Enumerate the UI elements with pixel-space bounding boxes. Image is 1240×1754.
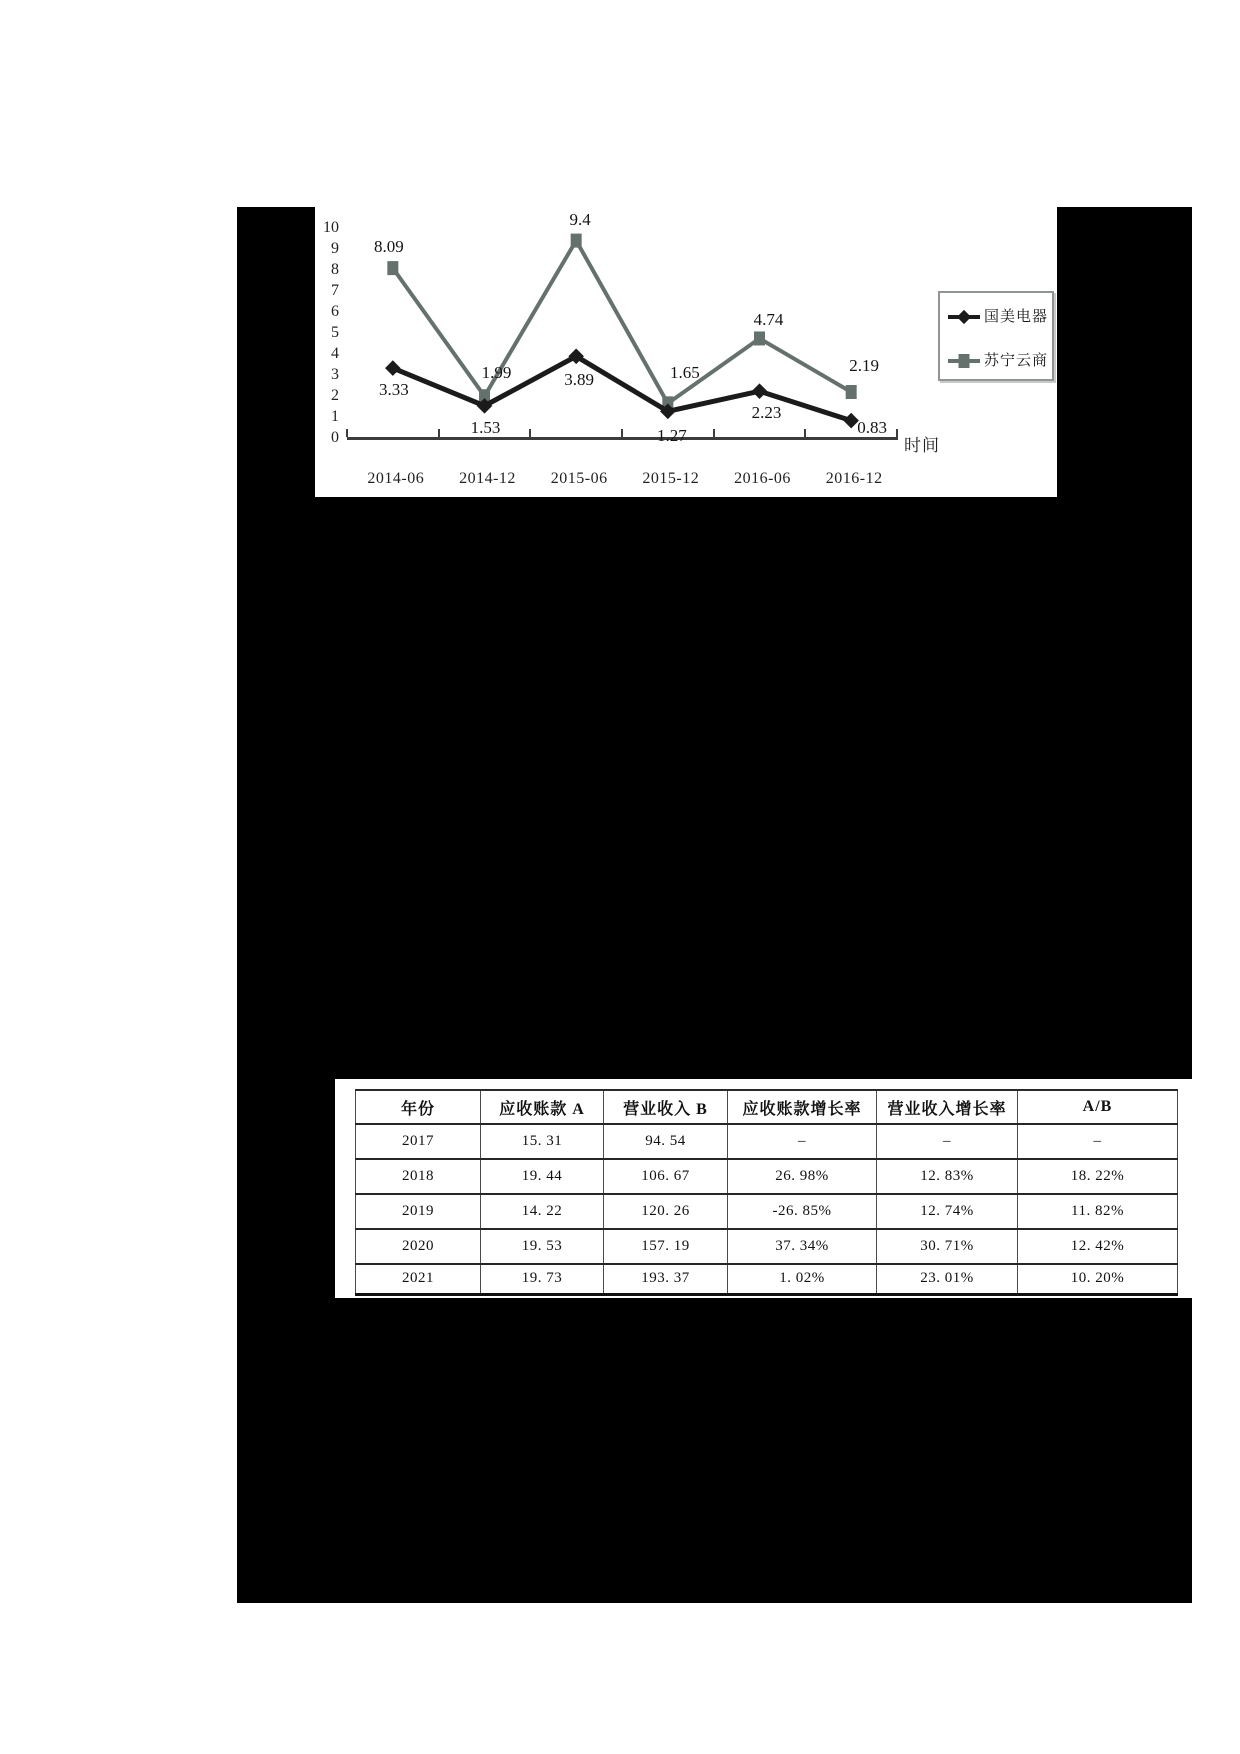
table-value-cell: 12. 42% (1018, 1229, 1178, 1264)
table-value-cell: 10. 20% (1018, 1264, 1178, 1294)
table-row (356, 1124, 1178, 1159)
table-value-cell: -26. 85% (728, 1194, 877, 1229)
table-header-cell: 应收账款增长率 (728, 1090, 877, 1124)
table-value-cell: 26. 98% (728, 1159, 877, 1194)
table-value-cell: 19. 53 (481, 1229, 604, 1264)
table-row (356, 1159, 1178, 1194)
table-header-cell: 年份 (356, 1090, 481, 1124)
diamond-line-marker-icon (948, 307, 980, 327)
data-point-label: 1.65 (669, 363, 700, 383)
table-value-cell: 15. 31 (481, 1124, 604, 1159)
table-value-cell: 94. 54 (604, 1124, 728, 1159)
y-axis-tick-label: 3 (331, 366, 339, 383)
y-axis-tick-label: 7 (331, 282, 339, 299)
data-point-label: 1.53 (470, 417, 501, 437)
x-axis-tick-label: 2014-06 (367, 470, 425, 487)
x-axis-tick-label: 2016-12 (825, 470, 883, 487)
legend-entry-suning (948, 351, 1048, 371)
table-year-cell: 2019 (356, 1194, 481, 1229)
x-axis-tick (621, 429, 623, 437)
data-point-label: 4.74 (753, 310, 784, 330)
legend-entry-guomei (948, 307, 1048, 327)
chart-legend (938, 291, 1054, 381)
y-axis-tick-label: 8 (331, 261, 339, 278)
y-axis-tick-label: 2 (331, 387, 339, 404)
table-value-cell: – (1018, 1124, 1178, 1159)
table-header-cell: A/B (1018, 1090, 1178, 1124)
table-value-cell: 106. 67 (604, 1159, 728, 1194)
table-year-cell: 2021 (356, 1264, 481, 1294)
table-value-cell: 193. 37 (604, 1264, 728, 1294)
x-axis-tick (713, 429, 715, 437)
x-axis-tick (896, 429, 898, 437)
data-point-label: 3.89 (564, 370, 595, 390)
legend-label: 苏宁云商 (984, 353, 1049, 369)
table-value-cell: 157. 19 (604, 1229, 728, 1264)
table-row (356, 1229, 1178, 1264)
data-point-label: 0.83 (857, 417, 888, 437)
square-line-marker-icon (948, 351, 980, 371)
y-axis-tick-label: 9 (331, 240, 339, 257)
y-axis-tick-label: 0 (331, 429, 339, 446)
x-axis-tick (346, 429, 348, 437)
table-header-cell: 营业收入 B (604, 1090, 728, 1124)
y-axis-tick-label: 5 (331, 324, 339, 341)
table-value-cell: 11. 82% (1018, 1194, 1178, 1229)
table-value-cell: – (877, 1124, 1018, 1159)
y-axis-tick-label: 1 (331, 408, 339, 425)
table-value-cell: 12. 74% (877, 1194, 1018, 1229)
data-table-panel (335, 1079, 1192, 1298)
x-axis-tick-label: 2015-12 (642, 470, 700, 487)
y-axis-tick-label: 4 (331, 345, 339, 362)
x-axis-title: 时间 (904, 436, 940, 455)
y-axis-tick-label: 6 (331, 303, 339, 320)
table-value-cell: – (728, 1124, 877, 1159)
table-value-cell: 19. 73 (481, 1264, 604, 1294)
data-point-label: 1.27 (656, 426, 687, 446)
data-point-label: 8.09 (373, 237, 404, 257)
x-axis-tick (438, 429, 440, 437)
table-value-cell: 12. 83% (877, 1159, 1018, 1194)
data-table (355, 1089, 1178, 1296)
x-axis-tick-label: 2014-12 (459, 470, 516, 487)
table-year-cell: 2017 (356, 1124, 481, 1159)
y-axis-tick-label: 10 (323, 219, 339, 236)
table-year-cell: 2018 (356, 1159, 481, 1194)
table-header-cell: 应收账款 A (481, 1090, 604, 1124)
table-row (356, 1194, 1178, 1229)
x-axis-tick (804, 429, 806, 437)
table-row (356, 1264, 1178, 1294)
table-header-cell: 营业收入增长率 (877, 1090, 1018, 1124)
data-point-label: 1.99 (481, 363, 512, 383)
table-value-cell: 19. 44 (481, 1159, 604, 1194)
table-value-cell: 37. 34% (728, 1229, 877, 1264)
data-point-label: 9.4 (569, 209, 591, 229)
x-axis-tick (529, 429, 531, 437)
data-point-label: 3.33 (378, 380, 409, 400)
data-point-label: 2.23 (751, 403, 782, 423)
data-point-label: 2.19 (849, 356, 880, 375)
x-axis-tick-label: 2016-06 (734, 470, 791, 487)
table-value-cell: 30. 71% (877, 1229, 1018, 1264)
table-value-cell: 18. 22% (1018, 1159, 1178, 1194)
x-axis-tick-label: 2015-06 (550, 470, 608, 487)
table-value-cell: 1. 02% (728, 1264, 877, 1294)
table-value-cell: 23. 01% (877, 1264, 1018, 1294)
x-axis-line (347, 437, 898, 440)
line-chart-panel (315, 207, 1057, 497)
table-year-cell: 2020 (356, 1229, 481, 1264)
table-header-row (356, 1090, 1178, 1124)
table-value-cell: 14. 22 (481, 1194, 604, 1229)
legend-label: 国美电器 (984, 309, 1049, 325)
table-value-cell: 120. 26 (604, 1194, 728, 1229)
